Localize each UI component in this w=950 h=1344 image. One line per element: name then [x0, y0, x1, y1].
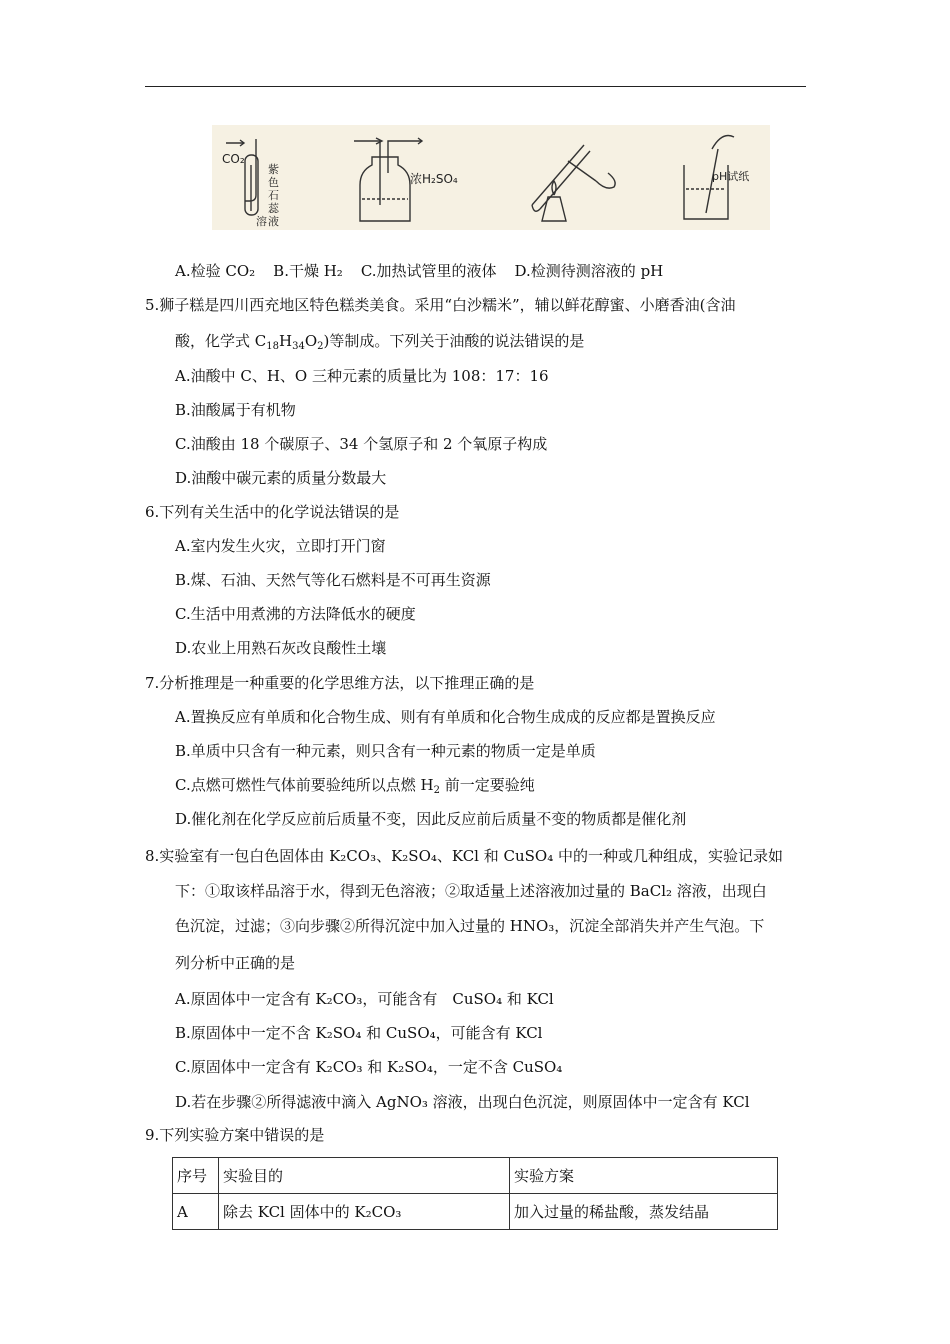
- q8-stem-line3: 色沉淀，过滤；③向步骤②所得沉淀中加入过量的 HNO₃，沉淀全部消失并产生气泡。下: [175, 917, 765, 935]
- caption-c: C.加热试管里的液体: [360, 262, 497, 280]
- q5-option-d: D.油酸中碳元素的质量分数最大: [175, 469, 387, 487]
- table-row: [173, 1194, 778, 1230]
- q9-stem: 9.下列实验方案中错误的是: [145, 1126, 325, 1144]
- table-header-row: [173, 1158, 778, 1194]
- q6-option-d: D.农业上用熟石灰改良酸性土壤: [175, 639, 387, 657]
- litmus-char: 蕊: [268, 202, 279, 215]
- apparatus-figure: [212, 125, 770, 230]
- q7-option-c: [175, 775, 535, 795]
- caption-a: A.检验 CO₂: [175, 262, 256, 280]
- q8-option-d: D.若在步骤②所得滤液中滴入 AgNO₃ 溶液，出现白色沉淀，则原固体中一定含有 KCl: [175, 1093, 750, 1111]
- q5-stem-part: H: [278, 332, 293, 350]
- q7-option-d: D.催化剂在化学反应前后质量不变，因此反应前后质量不变的物质都是催化剂: [175, 810, 687, 828]
- q8-stem-line1: 8.实验室有一包白色固体由 K₂CO₃、K₂SO₄、KCl 和 CuSO₄ 中的一种或几种组成，实验记录如: [145, 847, 784, 865]
- litmus-char: 色: [268, 176, 279, 189]
- q5-stem-part: 酸，化学式 C: [175, 332, 267, 350]
- q8-option-b: B.原固体中一定不含 K₂SO₄ 和 CuSO₄，可能含有 KCl: [175, 1024, 543, 1042]
- litmus-char: 紫: [268, 163, 279, 176]
- q7-stem: 7.分析推理是一种重要的化学思维方法，以下推理正确的是: [145, 674, 535, 692]
- table-header-cell: 序号: [173, 1158, 219, 1194]
- apparatus-illustration: [212, 125, 770, 230]
- q9-table: [172, 1157, 778, 1230]
- subscript: 34: [292, 341, 305, 352]
- q7-option-a: A.置换反应有单质和化合物生成、则有有单质和化合物生成成的反应都是置换反应: [175, 708, 716, 726]
- litmus-char: 液: [268, 215, 279, 228]
- q7-option-c-part: 前一定要验纯: [439, 776, 535, 794]
- ph-paper-label: pH试纸: [712, 170, 750, 183]
- subscript: 2: [317, 341, 324, 352]
- subscript: 2: [433, 785, 440, 796]
- q5-stem-line1: 5.狮子糕是四川西充地区特色糕类美食。采用“白沙糯米”，辅以鲜花醇蜜、小磨香油(含油: [145, 296, 736, 314]
- acid-label: 浓H₂SO₄: [410, 172, 458, 186]
- figure-captions: [175, 261, 681, 281]
- q8-option-c: C.原固体中一定含有 K₂CO₃ 和 K₂SO₄，一定不含 CuSO₄: [175, 1058, 563, 1076]
- table-header-cell: 实验目的: [219, 1158, 510, 1194]
- q5-option-c: C.油酸由 18 个碳原子、34 个氢原子和 2 个氧原子构成: [175, 435, 548, 453]
- q5-stem-part: )等制成。下列关于油酸的说法错误的是: [323, 332, 585, 350]
- q8-option-a: A.原固体中一定含有 K₂CO₃，可能含有 CuSO₄ 和 KCl: [175, 990, 554, 1008]
- q6-option-b: B.煤、石油、天然气等化石燃料是不可再生资源: [175, 571, 491, 589]
- q5-stem-line2: [175, 331, 584, 351]
- q7-option-b: B.单质中只含有一种元素，则只含有一种元素的物质一定是单质: [175, 742, 596, 760]
- table-cell: 除去 KCl 固体中的 K₂CO₃: [219, 1194, 510, 1230]
- q6-option-a: A.室内发生火灾，立即打开门窗: [175, 537, 386, 555]
- q5-stem-part: O: [304, 332, 318, 350]
- litmus-char: 石: [268, 189, 279, 202]
- litmus-char: 溶: [256, 215, 267, 228]
- q5-option-a: A.油酸中 C、H、O 三种元素的质量比为 108：17：16: [175, 367, 549, 385]
- subscript: 18: [266, 341, 279, 352]
- table-cell: A: [173, 1194, 219, 1230]
- q6-stem: 6.下列有关生活中的化学说法错误的是: [145, 503, 400, 521]
- header-rule: [145, 86, 806, 87]
- q6-option-c: C.生活中用煮沸的方法降低水的硬度: [175, 605, 416, 623]
- co2-label: CO₂: [222, 152, 245, 166]
- table-header-cell: 实验方案: [510, 1158, 778, 1194]
- q8-stem-line4: 列分析中正确的是: [175, 954, 296, 972]
- caption-d: D.检测待测溶液的 pH: [514, 262, 664, 280]
- q7-option-c-part: C.点燃可燃性气体前要验纯所以点燃 H: [175, 776, 434, 794]
- caption-b: B.干燥 H₂: [273, 262, 343, 280]
- q8-stem-line2: 下：①取该样品溶于水，得到无色溶液；②取适量上述溶液加过量的 BaCl₂ 溶液，出现白: [175, 882, 767, 900]
- q5-option-b: B.油酸属于有机物: [175, 401, 296, 419]
- table-cell: 加入过量的稀盐酸，蒸发结晶: [510, 1194, 778, 1230]
